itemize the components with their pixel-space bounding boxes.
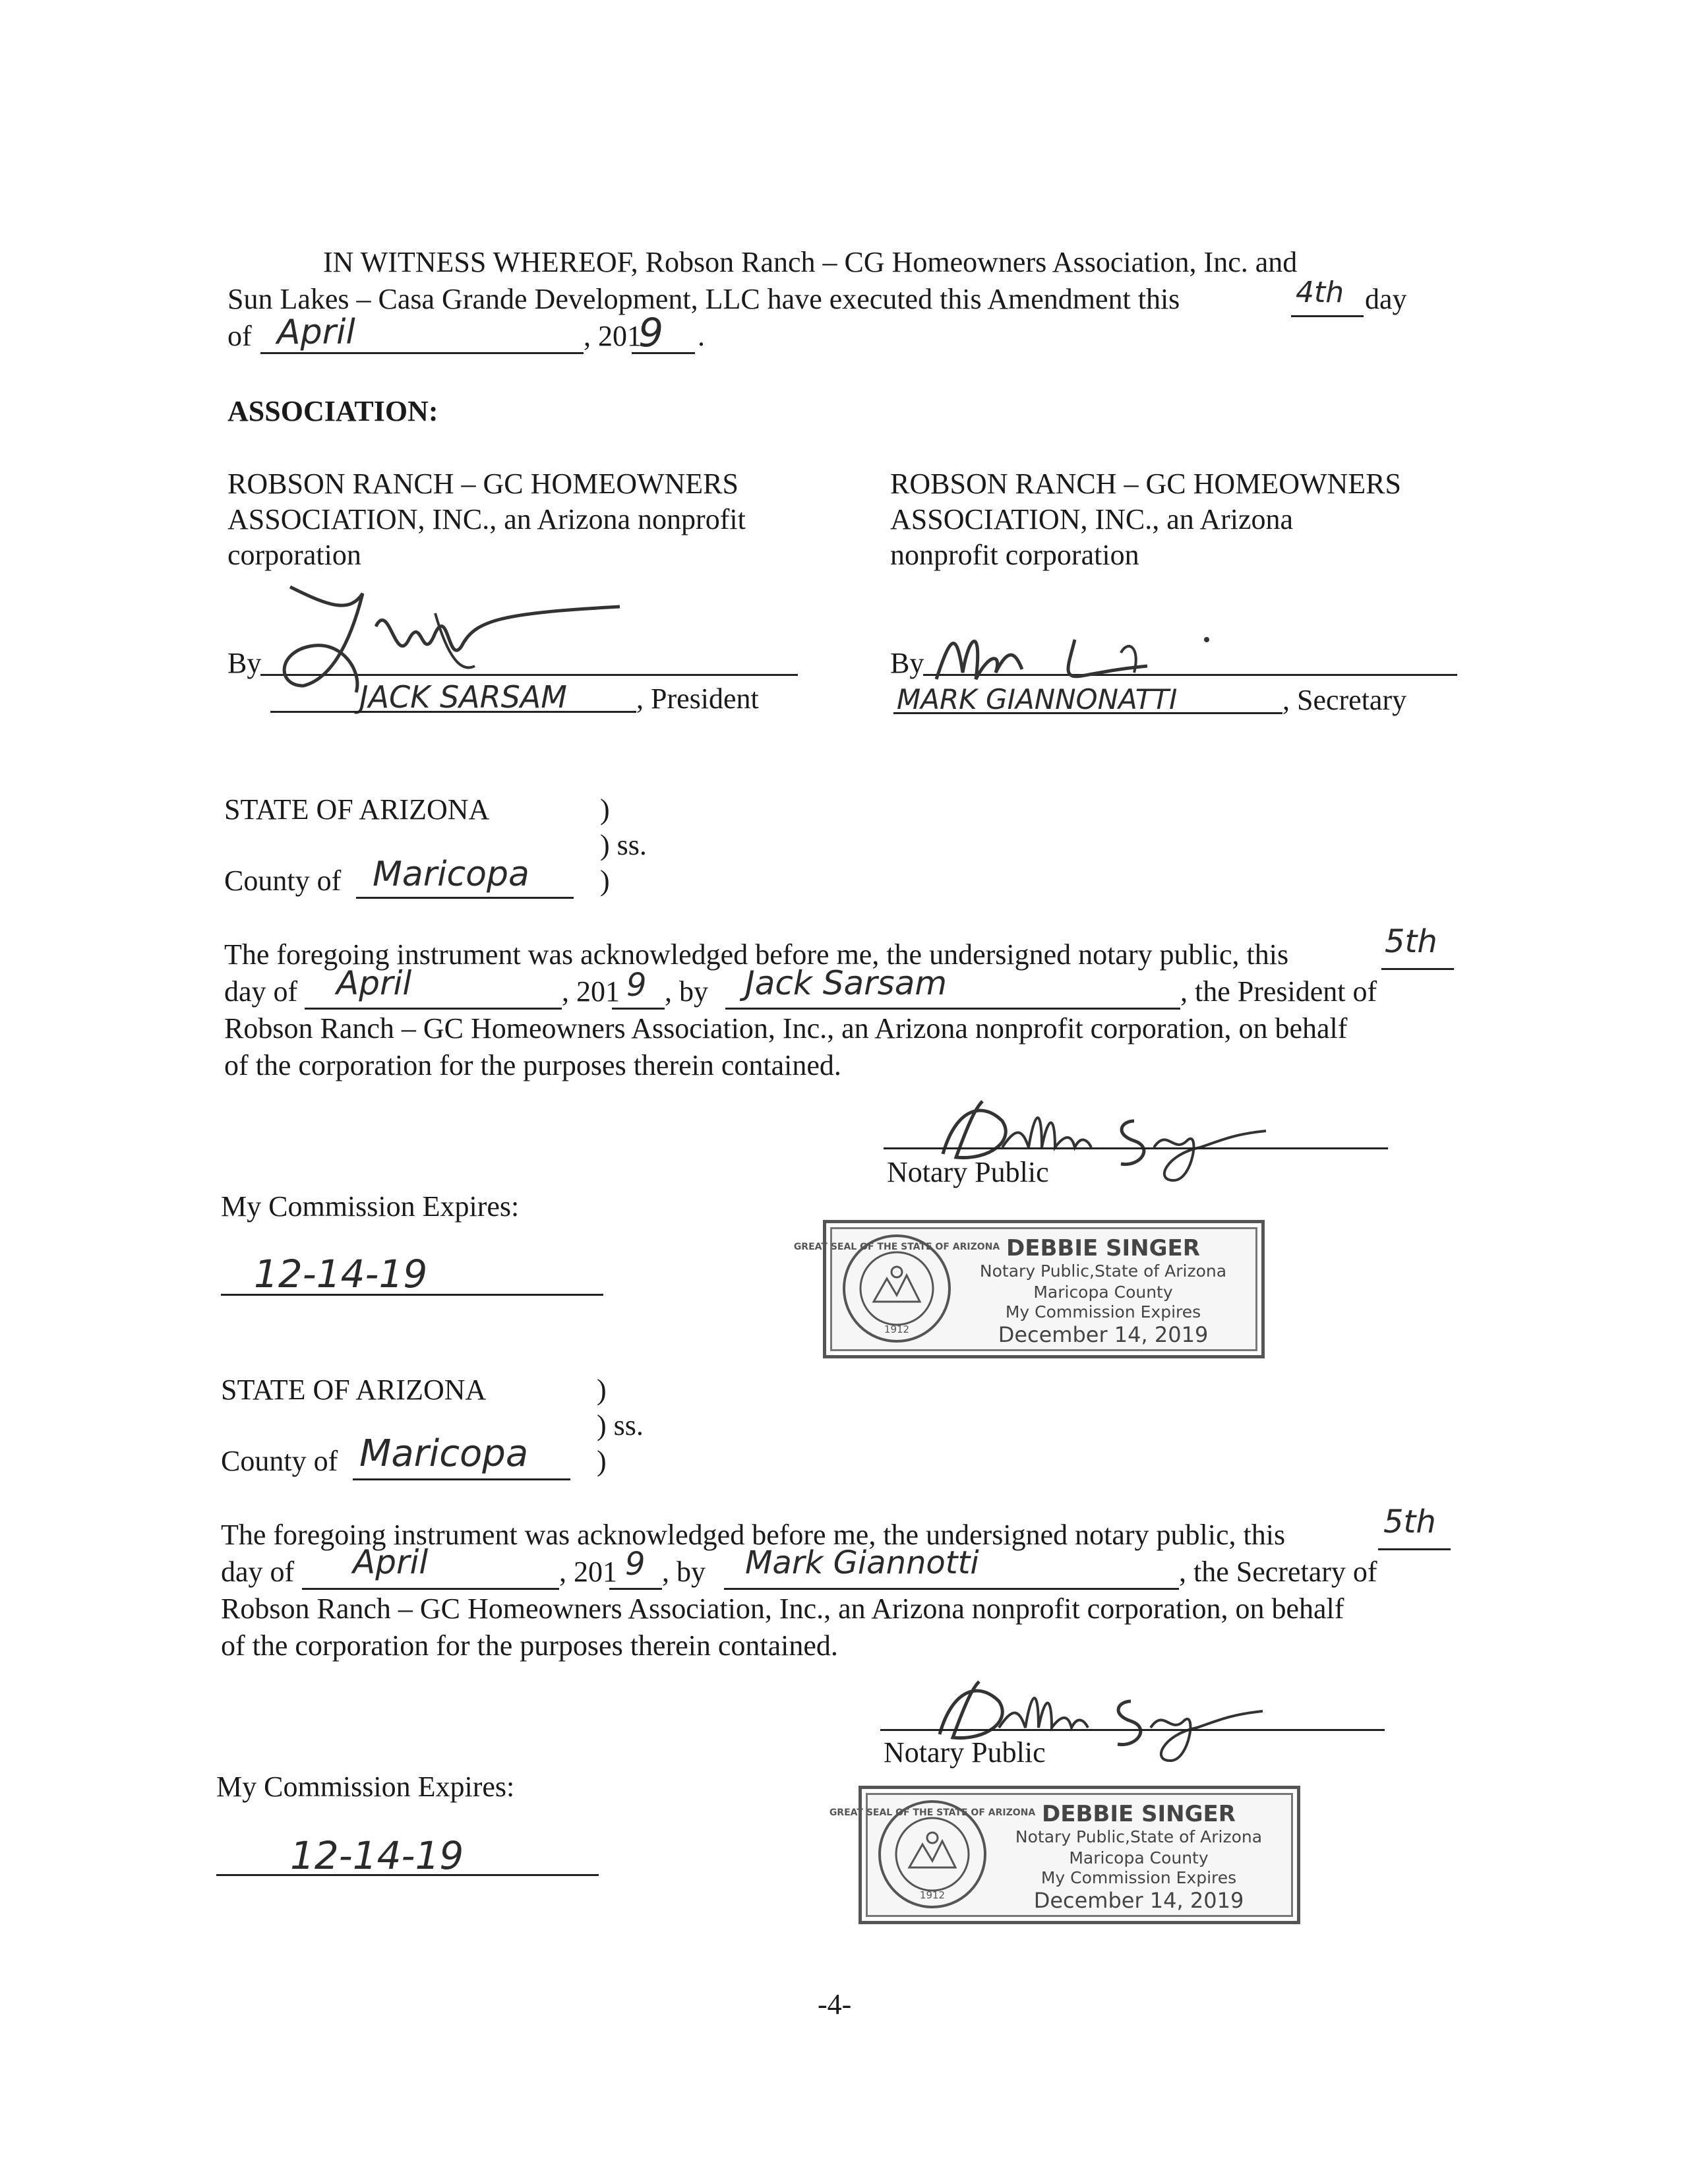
notary1-commission-date: 12-14-19 xyxy=(254,1252,428,1296)
witness-day-handwritten: 4th xyxy=(1296,276,1344,309)
notary2-commission-label: My Commission Expires: xyxy=(216,1771,515,1803)
notary1-county-label: County of xyxy=(224,864,342,897)
witness-year-suffix: . xyxy=(698,320,705,352)
witness-month-handwritten: April xyxy=(277,313,355,352)
notary1-paren1: ) xyxy=(600,793,610,826)
notary2-stamp-line5: December 14, 2019 xyxy=(1033,1888,1244,1913)
signer-right-name-line xyxy=(893,712,1282,714)
witness-line-2: Sun Lakes – Casa Grande Development, LLC have executed this Amendment this xyxy=(227,283,1180,315)
notary2-stamp-line2: Notary Public,State of Arizona xyxy=(1015,1827,1263,1846)
notary1-paren3: ) xyxy=(600,864,610,897)
notary1-ack-day-line xyxy=(1381,968,1454,970)
witness-of: of xyxy=(227,320,252,352)
svg-text:GREAT SEAL OF THE STATE OF ARI: GREAT SEAL OF THE STATE OF ARIZONA xyxy=(793,1242,1000,1252)
notary2-ack-title: , the Secretary of xyxy=(1179,1556,1377,1588)
notary1-ack-title: , the President of xyxy=(1180,975,1377,1008)
notary1-ack-month: April xyxy=(336,964,412,1002)
notary2-stamp-name: DEBBIE SINGER xyxy=(1042,1801,1236,1827)
notary2-state: STATE OF ARIZONA xyxy=(221,1374,487,1406)
notary2-ss: ) ss. xyxy=(597,1409,644,1441)
notary1-stamp-name: DEBBIE SINGER xyxy=(1006,1235,1200,1261)
signer-right-org-line1: ROBSON RANCH – GC HOMEOWNERS xyxy=(890,468,1401,500)
signer-left-name: JACK SARSAM xyxy=(359,679,567,715)
association-heading: ASSOCIATION: xyxy=(227,395,438,427)
notary1-county-handwritten: Maricopa xyxy=(373,855,529,894)
notary2-county-handwritten: Maricopa xyxy=(359,1432,529,1475)
notary2-ack-by: , by xyxy=(662,1556,706,1588)
notary2-commission-line xyxy=(216,1874,599,1876)
signer-left-name-line xyxy=(270,711,636,713)
svg-text:1912: 1912 xyxy=(884,1323,910,1335)
notary2-ack-line3: Robson Ranch – GC Homeowners Association, Inc., an Arizona nonprofit corporation, on behalf xyxy=(221,1592,1344,1625)
notary1-ack-year: 9 xyxy=(626,967,647,1004)
notary1-ack-by: , by xyxy=(665,975,708,1008)
notary2-stamp xyxy=(829,1786,1300,1924)
notary2-ack-day: 5th xyxy=(1383,1503,1436,1540)
notary2-ack-year: 9 xyxy=(625,1546,646,1583)
notary2-ack-line4: of the corporation for the purposes therein contained. xyxy=(221,1629,838,1662)
notary1-ack-name-line xyxy=(725,1008,1180,1010)
notary2-sign-line xyxy=(880,1729,1385,1731)
witness-day-word: day xyxy=(1365,283,1407,315)
notary2-county-label: County of xyxy=(221,1445,338,1477)
notary1-commission-line xyxy=(221,1294,603,1296)
notary1-ss: ) ss. xyxy=(600,829,647,861)
notary2-ack-month-line xyxy=(302,1588,559,1590)
notary1-ack-201: , 201 xyxy=(562,975,620,1008)
signer-right-title: , Secretary xyxy=(1282,684,1407,716)
notary1-commission-label: My Commission Expires: xyxy=(221,1190,520,1223)
notary1-stamp-line3: Maricopa County xyxy=(1033,1283,1173,1302)
page-number: -4- xyxy=(818,1988,852,2020)
notary1-state: STATE OF ARIZONA xyxy=(224,793,490,826)
notary1-ack-line4: of the corporation for the purposes therein contained. xyxy=(224,1049,841,1081)
notary2-county-line xyxy=(353,1478,570,1480)
notary1-stamp xyxy=(793,1220,1265,1358)
notary1-ack-dayof: day of xyxy=(224,975,298,1008)
notary1-ack-name: Jack Sarsam xyxy=(745,964,948,1002)
notary2-paren1: ) xyxy=(597,1374,607,1406)
signer-left-by: By xyxy=(227,647,262,679)
notary2-ack-day-line xyxy=(1378,1548,1451,1550)
notary2-ack-name-line xyxy=(724,1588,1179,1590)
witness-line-1: IN WITNESS WHEREOF, Robson Ranch – CG Homeowners Association, Inc. and xyxy=(323,246,1298,278)
notary2-stamp-line3: Maricopa County xyxy=(1069,1848,1209,1867)
notary1-ack-line3: Robson Ranch – GC Homeowners Association, Inc., an Arizona nonprofit corporation, on behalf xyxy=(224,1012,1348,1045)
notary2-ack-year-line xyxy=(609,1588,662,1590)
notary1-ack-line1: The foregoing instrument was acknowledged before me, the undersigned notary public, this xyxy=(224,938,1289,971)
notary2-stamp-line4: My Commission Expires xyxy=(1040,1868,1237,1887)
notary2-ack-dayof: day of xyxy=(221,1556,295,1588)
signer-right-org-line3: nonprofit corporation xyxy=(890,539,1139,571)
witness-day-blank xyxy=(1291,315,1364,317)
notary1-ack-year-line xyxy=(612,1008,665,1010)
notary1-sign-line xyxy=(884,1147,1388,1149)
notary1-ack-day: 5th xyxy=(1385,923,1437,960)
svg-text:1912: 1912 xyxy=(919,1889,946,1901)
witness-year-prefix: , 201 xyxy=(584,320,642,352)
notary1-stamp-line4: My Commission Expires xyxy=(1005,1302,1201,1321)
notary1-seal-icon xyxy=(793,1232,1000,1345)
signer-right-by: By xyxy=(890,647,924,679)
notary1-stamp-line2: Notary Public,State of Arizona xyxy=(979,1261,1227,1281)
signer-right-name: MARK GIANNONATTI xyxy=(897,683,1178,715)
witness-month-blank xyxy=(260,352,584,354)
notary2-ack-line1: The foregoing instrument was acknowledged before me, the undersigned notary public, this xyxy=(221,1519,1286,1551)
notary2-ack-201: , 201 xyxy=(559,1556,617,1588)
signer-right-org-line2: ASSOCIATION, INC., an Arizona xyxy=(890,503,1294,535)
signer-left-title: , President xyxy=(636,682,759,715)
notary1-county-line xyxy=(356,897,574,899)
notary2-seal-icon xyxy=(829,1798,1036,1910)
svg-text:GREAT SEAL OF THE STATE OF ARI: GREAT SEAL OF THE STATE OF ARIZONA xyxy=(829,1807,1036,1818)
notary2-notary-label: Notary Public xyxy=(884,1736,1046,1769)
notary1-notary-label: Notary Public xyxy=(887,1156,1049,1188)
witness-year-blank xyxy=(632,352,695,354)
signer-left-org-line3: corporation xyxy=(227,539,361,571)
notary1-stamp-line5: December 14, 2019 xyxy=(998,1322,1209,1347)
notary2-ack-month: April xyxy=(353,1543,429,1581)
signer-left-org-line1: ROBSON RANCH – GC HOMEOWNERS xyxy=(227,468,738,500)
notary1-ack-month-line xyxy=(305,1008,562,1010)
notary2-commission-date: 12-14-19 xyxy=(290,1833,464,1878)
witness-year-digit: 9 xyxy=(638,310,664,356)
notary2-ack-name: Mark Giannotti xyxy=(745,1544,979,1581)
signer-left-org-line2: ASSOCIATION, INC., an Arizona nonprofit xyxy=(227,503,746,535)
notary2-paren3: ) xyxy=(597,1445,607,1477)
